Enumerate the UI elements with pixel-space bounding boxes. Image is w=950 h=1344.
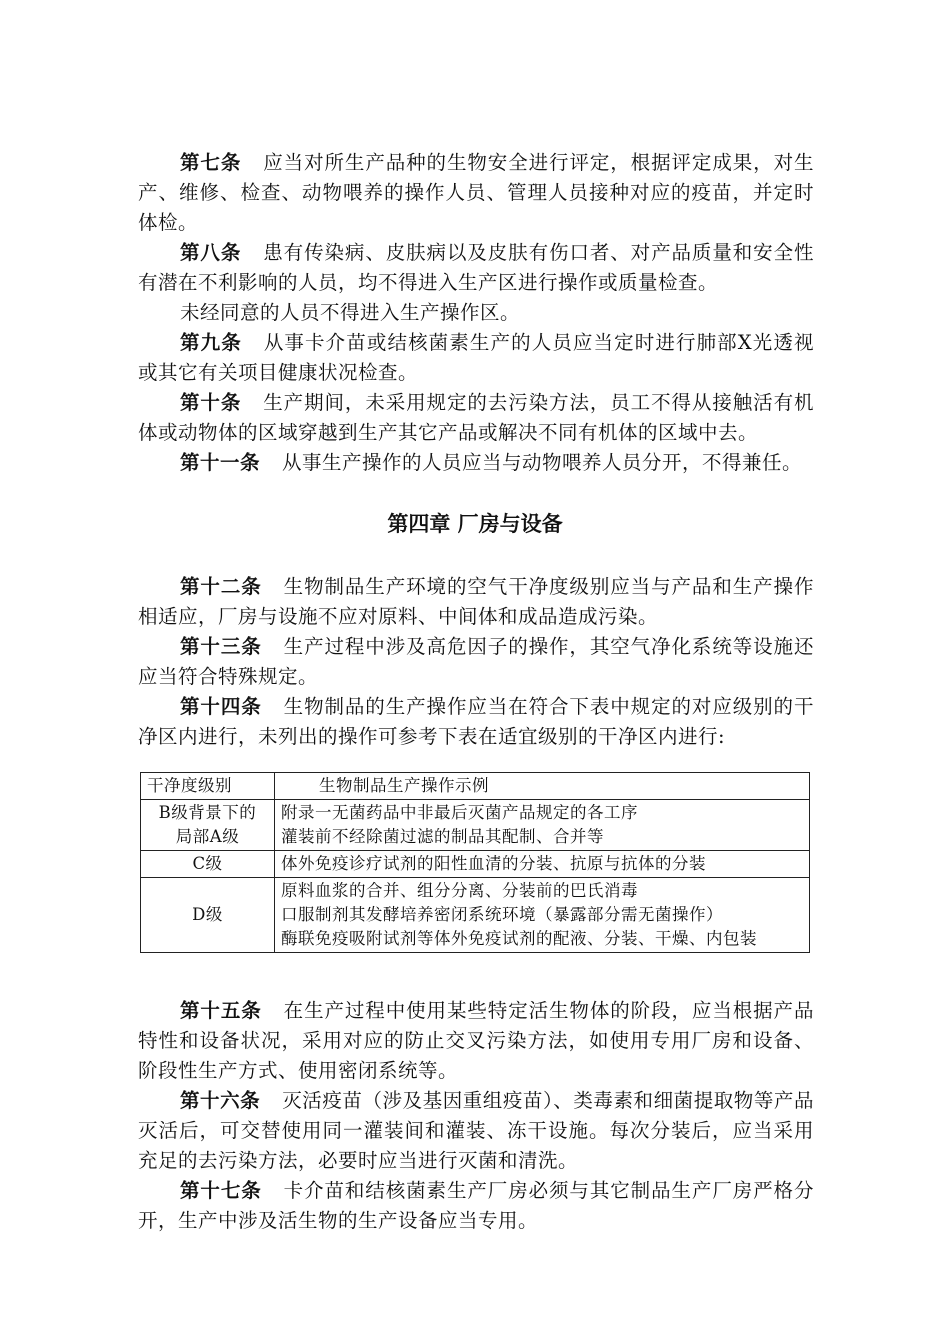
- article-label: 第十七条: [180, 1179, 262, 1202]
- section-facilities-rules: [138, 996, 814, 1236]
- article-7: [138, 148, 814, 238]
- article-label: 第十二条: [180, 575, 262, 598]
- article-label: 第七条: [180, 151, 242, 174]
- table-header-row: [141, 773, 810, 800]
- paragraph-no-entry: [138, 298, 814, 328]
- table-cell-grade: [141, 800, 275, 851]
- article-10: [138, 388, 814, 448]
- paragraph-text: 未经同意的人员不得进入生产操作区。: [180, 301, 521, 324]
- article-label: 第九条: [180, 331, 242, 354]
- article-text: 在生产过程中使用某些特定活生物体的阶段，应当根据产品特性和设备状况，采用对应的防止交叉污染方法，如使用专用厂房和设备、阶段性生产方式、使用密闭系统等。: [138, 999, 814, 1082]
- article-text: 卡介苗和结核菌素生产厂房必须与其它制品生产厂房严格分开，生产中涉及活生物的生产设备应当专用。: [138, 1179, 814, 1232]
- example-line: 体外免疫诊疗试剂的阳性血清的分装、抗原与抗体的分装: [281, 854, 706, 873]
- example-line: 口服制剂其发酵培养密闭系统环境（暴露部分需无菌操作）: [281, 905, 723, 924]
- chapter-title: 第四章 厂房与设备: [387, 512, 563, 536]
- article-text: 生产期间，未采用规定的去污染方法，员工不得从接触活有机体或动物体的区域穿越到生产其它产品或解决不同有机体的区域中去。: [138, 391, 814, 444]
- section-facilities-intro: [138, 572, 814, 752]
- article-text: 从事卡介苗或结核菌素生产的人员应当定时进行肺部X光透视或其它有关项目健康状况检查。: [138, 331, 814, 384]
- table-cell-examples: [275, 878, 810, 953]
- article-16: [138, 1086, 814, 1176]
- table-row: [141, 800, 810, 851]
- cleanliness-table: [140, 772, 810, 953]
- article-label: 第十条: [180, 391, 242, 414]
- table-row: [141, 878, 810, 953]
- article-text: 应当对所生产品种的生物安全进行评定，根据评定成果，对生产、维修、检查、动物喂养的操作人员、管理人员接种对应的疫苗，并定时体检。: [138, 151, 814, 234]
- article-label: 第十四条: [180, 695, 262, 718]
- article-text: 生产过程中涉及高危因子的操作，其空气净化系统等设施还应当符合特殊规定。: [138, 635, 814, 688]
- article-label: 第十三条: [180, 635, 262, 658]
- article-label: 第十一条: [180, 451, 261, 474]
- table-cell-grade: [141, 878, 275, 953]
- grade-line: C级: [192, 854, 223, 873]
- article-11: [138, 448, 814, 478]
- example-line: 灌装前不经除菌过滤的制品其配制、合并等: [281, 827, 604, 846]
- grade-line: B级背景下的: [158, 803, 257, 822]
- example-line: 附录一无菌药品中非最后灭菌产品规定的各工序: [281, 803, 638, 822]
- article-12: [138, 572, 814, 632]
- article-9: [138, 328, 814, 388]
- article-label: 第八条: [180, 241, 242, 264]
- article-label: 第十五条: [180, 999, 262, 1022]
- article-text: 患有传染病、皮肤病以及皮肤有伤口者、对产品质量和安全性有潜在不利影响的人员，均不得进入生产区进行操作或质量检查。: [138, 241, 814, 294]
- section-personnel: [138, 148, 814, 478]
- article-text: 从事生产操作的人员应当与动物喂养人员分开，不得兼任。: [282, 451, 803, 474]
- table-header-examples: 生物制品生产操作示例: [275, 773, 810, 800]
- example-line: 原料血浆的合并、组分分离、分装前的巴氏消毒: [281, 881, 638, 900]
- table-header-grade: 干净度级别: [141, 773, 275, 800]
- article-text: 灭活疫苗（涉及基因重组疫苗）、类毒素和细菌提取物等产品灭活后，可交替使用同一灌装间和灌装、冻干设施。每次分装后，应当采用充足的去污染方法，必要时应当进行灭菌和清洗。: [138, 1089, 814, 1172]
- article-8: [138, 238, 814, 298]
- article-label: 第十六条: [180, 1089, 261, 1112]
- article-14: [138, 692, 814, 752]
- article-text: 生物制品的生产操作应当在符合下表中规定的对应级别的干净区内进行，未列出的操作可参考下表在适宜级别的干净区内进行:: [138, 695, 814, 748]
- table-cell-examples: [275, 800, 810, 851]
- article-13: [138, 632, 814, 692]
- grade-line: 局部A级: [175, 827, 240, 846]
- article-15: [138, 996, 814, 1086]
- table-row: [141, 851, 810, 878]
- article-17: [138, 1176, 814, 1236]
- example-line: 酶联免疫吸附试剂等体外免疫试剂的配液、分装、干燥、内包装: [281, 929, 757, 948]
- table-cell-grade: [141, 851, 275, 878]
- article-text: 生物制品生产环境的空气干净度级别应当与产品和生产操作相适应，厂房与设施不应对原料、中间体和成品造成污染。: [138, 575, 814, 628]
- grade-line: D级: [192, 905, 223, 924]
- table-cell-examples: [275, 851, 810, 878]
